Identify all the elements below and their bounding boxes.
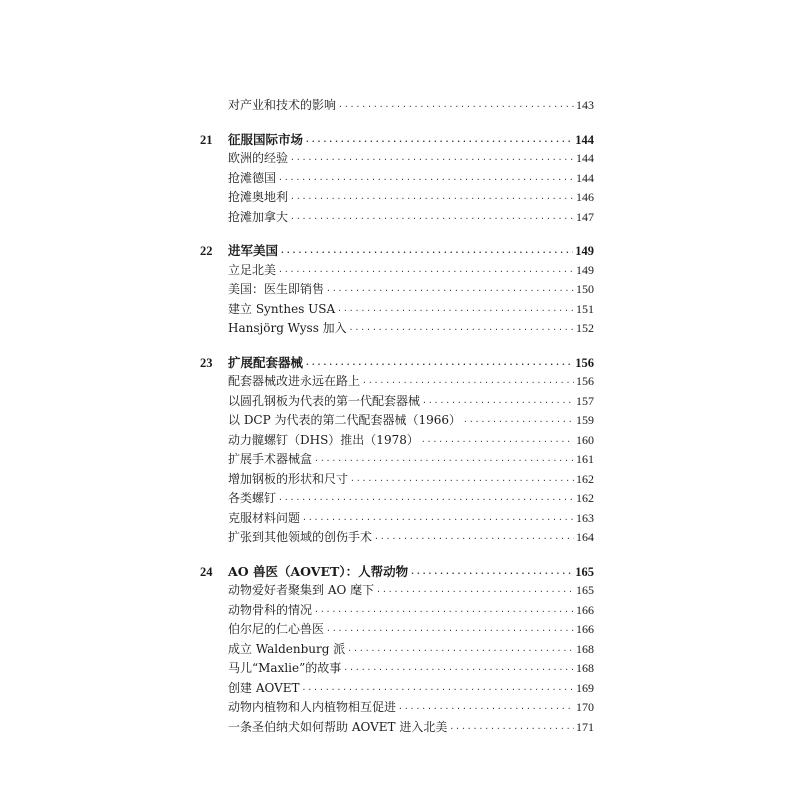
toc-section-entry [200, 372, 594, 392]
section-title: 各类螺钉 [228, 491, 277, 505]
dot-leader [305, 132, 573, 152]
dot-leader [278, 490, 574, 510]
section-page-number: 157 [576, 393, 594, 408]
chapter-title: 扩展配套器械 [228, 354, 304, 370]
section-title: 立足北美 [228, 262, 277, 277]
section-page-number: 166 [576, 622, 594, 636]
dot-leader [347, 641, 574, 661]
section-page-number: 146 [576, 190, 594, 204]
section-page-number: 161 [576, 452, 594, 466]
section-title: 动物内植物和人内植物相互促进 [228, 700, 397, 714]
toc-section-entry [200, 581, 594, 601]
section-page-number: 152 [576, 321, 594, 335]
chapter-number: 24 [200, 564, 213, 579]
dot-leader [314, 602, 574, 622]
toc-section-entry [200, 169, 594, 189]
section-page-number: 156 [576, 374, 594, 388]
toc-section-entry [200, 601, 594, 621]
dot-leader [290, 209, 574, 229]
toc-section-entry [200, 411, 594, 431]
chapter-page-number: 165 [575, 564, 594, 579]
dot-leader [350, 471, 574, 491]
section-title: 美国：医生即销售 [228, 282, 325, 296]
toc-section-entry [200, 319, 594, 339]
toc-section-entry [200, 679, 594, 699]
dot-leader [337, 301, 574, 321]
chapter-number: 22 [200, 244, 213, 258]
dot-leader [374, 529, 574, 549]
toc-chapter-heading [200, 353, 594, 373]
section-page-number: 170 [576, 700, 594, 714]
section-page-number: 144 [576, 151, 594, 165]
chapter-number: 21 [200, 132, 213, 147]
dot-leader [343, 660, 574, 680]
section-page-number: 166 [576, 602, 594, 617]
toc-section-entry [200, 208, 594, 228]
dot-leader [376, 582, 574, 602]
toc-chapter [200, 562, 594, 738]
section-title: 动物爱好者聚集到 AO 麾下 [228, 583, 375, 597]
dot-leader [421, 432, 574, 452]
section-title: 成立 Waldenburg 派 [228, 641, 346, 656]
toc-chapter [200, 96, 594, 116]
section-title: 抢滩奥地利 [228, 190, 289, 204]
toc-section-entry [200, 450, 594, 470]
section-title: Hansjörg Wyss 加入 [228, 321, 347, 335]
toc-chapter [200, 353, 594, 548]
toc-section-entry [200, 431, 594, 451]
section-page-number: 149 [576, 262, 594, 277]
dot-leader [302, 510, 574, 530]
toc-section-entry [200, 280, 594, 300]
section-page-number: 160 [576, 432, 594, 447]
section-page-number: 168 [576, 661, 594, 675]
toc-section-entry [200, 149, 594, 169]
table-of-contents [200, 96, 594, 737]
dot-leader [338, 97, 574, 117]
section-page-number: 159 [576, 413, 594, 427]
section-page-number: 171 [576, 719, 594, 734]
dot-leader [422, 393, 574, 413]
section-page-number: 162 [576, 491, 594, 505]
section-page-number: 165 [576, 583, 594, 597]
section-title: 伯尔尼的仁心兽医 [228, 622, 325, 636]
toc-section-entry [200, 640, 594, 660]
section-page-number: 143 [576, 98, 594, 112]
toc-section-entry [200, 620, 594, 640]
dot-leader [326, 621, 574, 641]
dot-leader [326, 281, 574, 301]
section-page-number: 168 [576, 641, 594, 656]
section-title: 一条圣伯纳犬如何帮助 AOVET 进入北美 [228, 719, 448, 734]
chapter-page-number: 144 [575, 132, 594, 147]
dot-leader [398, 699, 574, 719]
section-page-number: 163 [576, 510, 594, 525]
toc-section-entry [200, 470, 594, 490]
section-title: 以圆孔钢板为代表的第一代配套器械 [228, 393, 421, 408]
section-title: 克服材料问题 [228, 510, 301, 525]
dot-leader [278, 170, 574, 190]
dot-leader [362, 373, 574, 393]
toc-section-entry [200, 392, 594, 412]
dot-leader [463, 412, 574, 432]
dot-leader [314, 451, 574, 471]
dot-leader [449, 719, 574, 739]
section-title: 配套器械改进永远在路上 [228, 374, 361, 388]
section-title: 创建 AOVET [228, 680, 300, 695]
toc-section-entry [200, 509, 594, 529]
section-title: 建立 Synthes USA [228, 301, 336, 316]
section-page-number: 144 [576, 170, 594, 185]
toc-chapter-heading [200, 130, 594, 150]
section-title: 扩展手术器械盒 [228, 452, 313, 466]
section-page-number: 147 [576, 209, 594, 224]
chapter-page-number: 156 [575, 355, 594, 370]
dot-leader [278, 262, 574, 282]
section-page-number: 150 [576, 282, 594, 296]
toc-section-entry [200, 698, 594, 718]
toc-section-entry [200, 261, 594, 281]
section-title: 以 DCP 为代表的第二代配套器械（1966） [228, 413, 462, 427]
toc-chapter [200, 130, 594, 228]
section-title: 动物骨科的情况 [228, 602, 313, 617]
toc-chapter-heading [200, 562, 594, 582]
section-title: 抢滩德国 [228, 170, 277, 185]
dot-leader [290, 189, 574, 209]
section-title: 欧洲的经验 [228, 151, 289, 165]
dot-leader [280, 243, 573, 263]
dot-leader [302, 680, 574, 700]
toc-section-entry [200, 718, 594, 738]
section-page-number: 162 [576, 471, 594, 486]
dot-leader [349, 320, 574, 340]
toc-chapter [200, 241, 594, 339]
chapter-title: 征服国际市场 [228, 131, 304, 147]
toc-section-entry [200, 188, 594, 208]
chapter-title: 进军美国 [228, 243, 279, 258]
toc-section-entry [200, 659, 594, 679]
toc-section-entry [200, 96, 594, 116]
chapter-number: 23 [200, 355, 213, 370]
section-title: 抢滩加拿大 [228, 209, 289, 224]
toc-section-entry [200, 300, 594, 320]
section-title: 动力髋螺钉（DHS）推出（1978） [228, 432, 419, 447]
dot-leader [290, 150, 574, 170]
section-page-number: 164 [576, 530, 594, 544]
section-title: 对产业和技术的影响 [228, 98, 337, 112]
toc-section-entry [200, 528, 594, 548]
section-title: 扩张到其他领域的创伤手术 [228, 530, 373, 544]
toc-section-entry [200, 489, 594, 509]
chapter-title: AO 兽医（AOVET）：人帮动物 [228, 563, 409, 579]
section-title: 马儿“Maxlie”的故事 [228, 661, 342, 675]
section-page-number: 151 [576, 301, 594, 316]
chapter-page-number: 149 [575, 244, 594, 258]
section-page-number: 169 [576, 680, 594, 695]
dot-leader [410, 564, 573, 584]
toc-chapter-heading [200, 241, 594, 261]
section-title: 增加钢板的形状和尺寸 [228, 471, 349, 486]
